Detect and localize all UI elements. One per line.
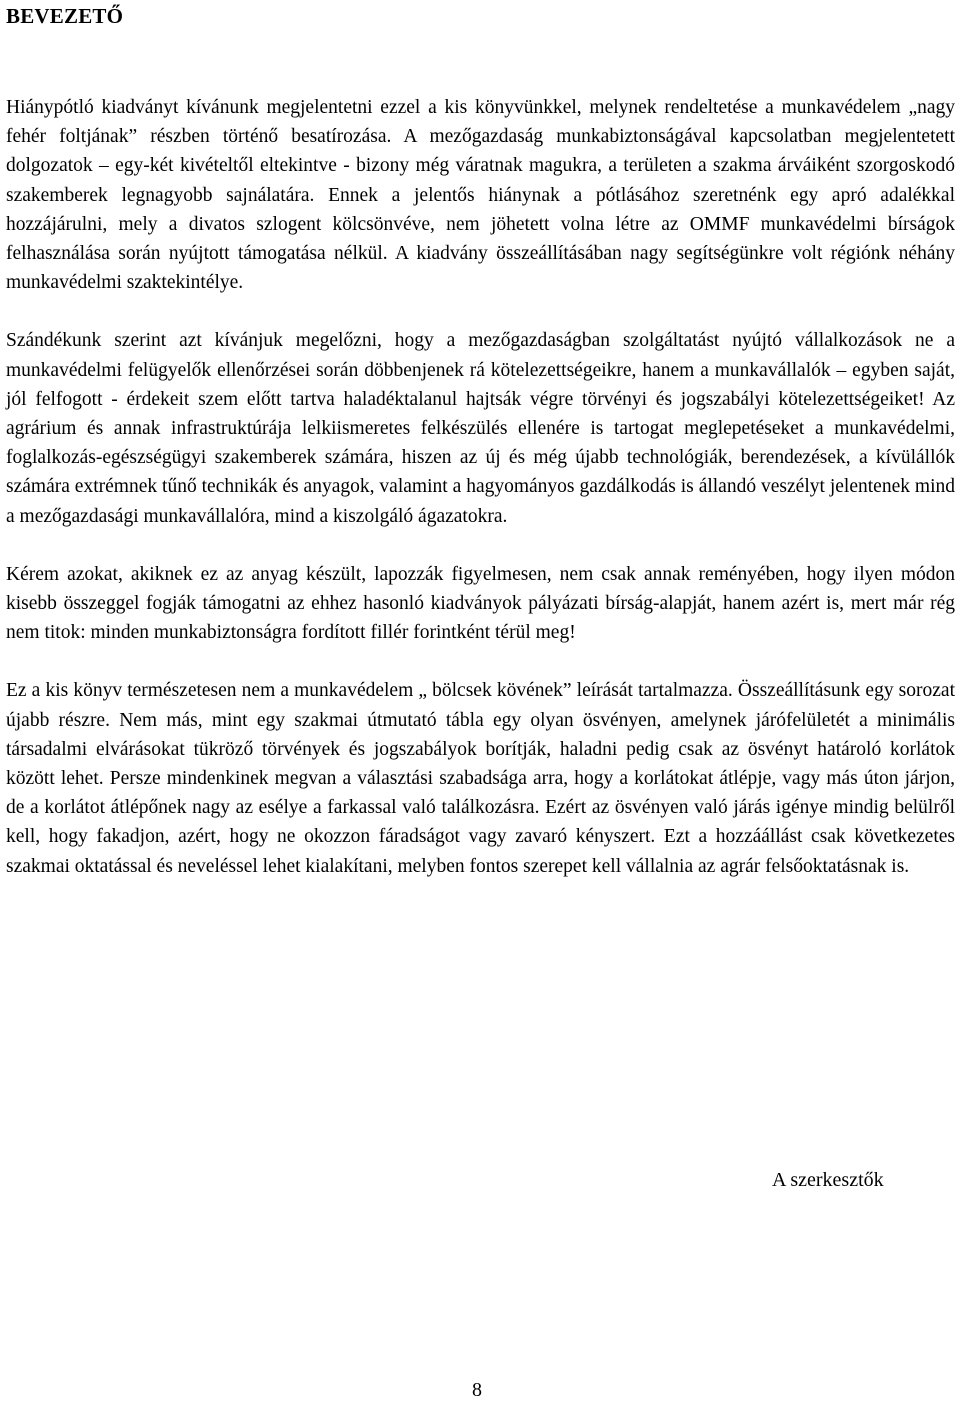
document-body <box>6 93 955 910</box>
paragraph-request: Kérem azokat, akiknek ez az anyag készült, lapozzák figyelmesen, nem csak annak reményében, hogy ilyen módon kisebb összeggel fogják támogatni az ehhez hasonló kiadványok pályázati bírság-alapját, hanem azért is, mert már rég nem titok: minden munkabiztonságra fordított fillér forintként térül meg! <box>6 563 955 644</box>
paragraph-intention: Szándékunk szerint azt kívánjuk megelőzni, hogy a mezőgazdaságban szolgáltatást nyújtó vállalkozások ne a munkavédelmi felügyelők ellenőrzései során döbbenjenek rá kötelezettségeikre, hanem a munkavállalók – egyben saját, jól felfogott - érdekeit szem előtt tartva haladéktalanul hajtsák végre törvényi és jogszabályi kötelezettségeiket! Az agrárium és annak infrastruktúrája lelkiismeretes felkészülés ellenére is tartogat meglepetéseket a munkavédelmi, foglalkozás-egészségügyi szakemberek számára, hiszen az új és még újabb technológiák, berendezések, a kívülállók számára extrémnek tűnő technikák és anyagok, valamint a hagyományos gazdálkodás is állandó veszélyt jelentenek mind a mezőgazdasági munkavállalóra, mind a kiszolgáló ágazatokra. <box>6 330 955 527</box>
page-number: 8 <box>472 1379 482 1401</box>
paragraph-intro: Hiánypótló kiadványt kívánunk megjelentetni ezzel a kis könyvünkkel, melynek rendeltetése a munkavédelem „nagy fehér foltjának” részben történő besatírozása. A mezőgazdaság munkabiztonságával kapcsolatban megjelentetett dolgozatok – egy-két kivételtől eltekintve - bizony még váratnak magukra, a területen a szakma árváiként szorgoskodó szakemberek legnagyobb sajnálatára. Ennek a jelentős hiánynak a pótlásához szeretnénk egy apró adalékkal hozzájárulni, mely a divatos szlogent kölcsönvéve, nem jöhetett volna létre az OMMF munkavédelmi bírságok felhasználása során nyújtott támogatása nélkül. A kiadvány összeállításában nagy segítségünkre volt régiónk néhány munkavédelmi szaktekintélye. <box>6 97 955 294</box>
page-title: BEVEZETŐ <box>6 4 124 28</box>
editors-signature: A szerkesztők <box>772 1169 884 1191</box>
paragraph-guide: Ez a kis könyv természetesen nem a munkavédelem „ bölcsek kövének” leírását tartalmazza. Összeállításunk egy sorozat újabb részre. Nem más, mint egy szakmai útmutató tábla egy olyan ösvényen, amelynek járófelületét a minimális társadalmi elvárásokat tükröző törvények és jogszabályok borítják, haladni pedig csak az ösvényt határoló korlátok között lehet. Persze mindenkinek megvan a választási szabadsága arra, hogy a korlátokat átlépje, vagy más úton járjon, de a korlátot átlépőnek nagy az esélye a farkassal való találkozásra. Ezért az ösvényen való járás igénye mindig belülről kell, hogy fakadjon, azért, hogy ne okozzon fáradságot vagy zavaró kényszert. Ezt a hozzáállást csak következetes szakmai oktatással és neveléssel lehet kialakítani, melyben fontos szerepet kell vállalnia az agrár felsőoktatásnak is. <box>6 680 955 877</box>
